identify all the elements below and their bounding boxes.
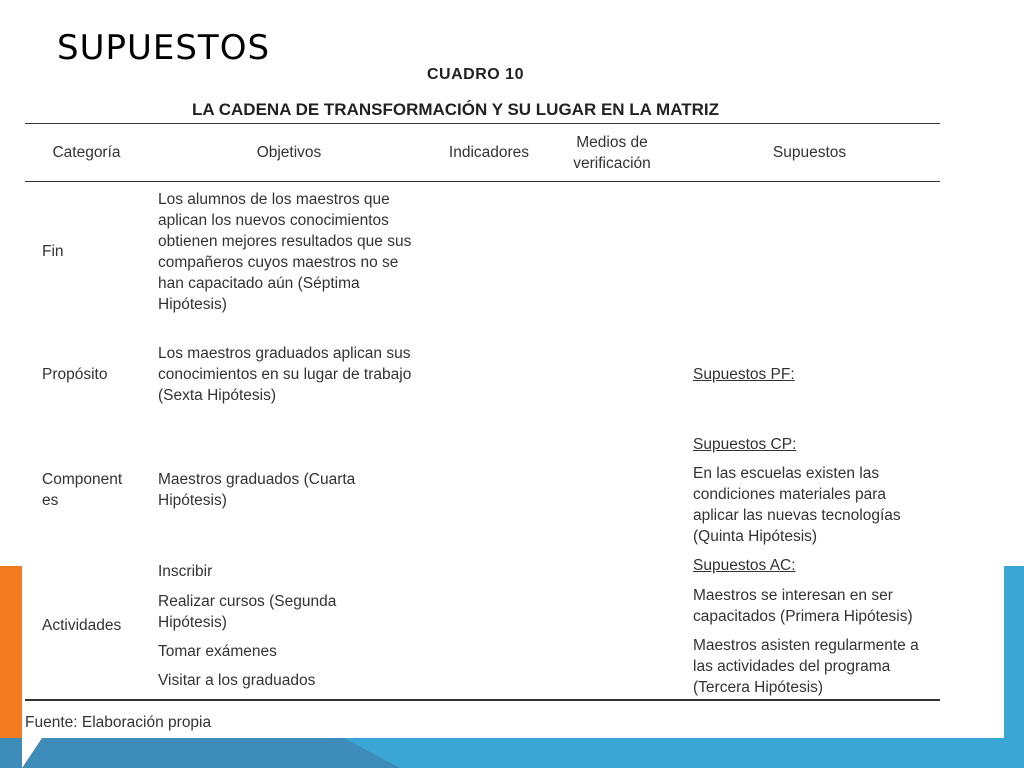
category-fin: Fin xyxy=(42,243,64,260)
category-componentes: Component es xyxy=(42,471,123,509)
header-categoria: Categoría xyxy=(52,144,121,161)
table-rule-top xyxy=(25,123,940,124)
slide-title: SUPUESTOS xyxy=(57,28,271,68)
activity-item: Realizar cursos (Segunda Hipótesis) xyxy=(158,593,337,631)
category-proposito: Propósito xyxy=(42,366,108,383)
assumption-cp-text: En las escuelas existen las condiciones materiales para aplicar las nuevas tecnologías (Quinta Hipótesis) xyxy=(693,465,901,545)
source-note: Fuente: Elaboración propia xyxy=(25,714,212,731)
dark-blue-accent-band xyxy=(0,738,400,768)
header-objetivos: Objetivos xyxy=(256,144,322,161)
activity-item: Visitar a los graduados xyxy=(158,672,316,689)
assumption-ac-2: Maestros asisten regularmente a las actividades del programa (Tercera Hipótesis) xyxy=(693,637,919,696)
header-indicadores: Indicadores xyxy=(448,144,530,161)
table-rule-bottom xyxy=(25,699,940,701)
activity-item: Inscribir xyxy=(158,563,213,580)
assumption-heading-ac: Supuestos AC: xyxy=(693,557,796,574)
objective-fin: Los alumnos de los maestros que aplican los nuevos conocimientos obtienen mejores resultados que sus compañeros cuyos maestros no se han capacitado aún (Séptima Hipótesis) xyxy=(158,191,412,313)
header-supuestos: Supuestos xyxy=(772,144,847,161)
table-rule-header xyxy=(25,181,940,182)
objective-proposito: Los maestros graduados aplican sus conocimientos en su lugar de trabajo (Sexta Hipótesis) xyxy=(158,345,412,404)
table-number-cut: CUADRO 10 xyxy=(427,66,524,83)
header-medios: Medios de verificación xyxy=(573,134,651,172)
assumption-heading-pf: Supuestos PF: xyxy=(693,366,795,383)
category-actividades: Actividades xyxy=(42,617,122,634)
objective-componentes: Maestros graduados (Cuarta Hipótesis) xyxy=(158,471,356,509)
assumption-heading-cp: Supuestos CP: xyxy=(693,436,797,453)
activity-item: Tomar exámenes xyxy=(158,643,277,660)
assumption-ac-1: Maestros se interesan en ser capacitados (Primera Hipótesis) xyxy=(693,587,913,625)
document-image xyxy=(22,66,1004,738)
table-title: LA CADENA DE TRANSFORMACIÓN Y SU LUGAR EN LA MATRIZ xyxy=(192,100,719,119)
